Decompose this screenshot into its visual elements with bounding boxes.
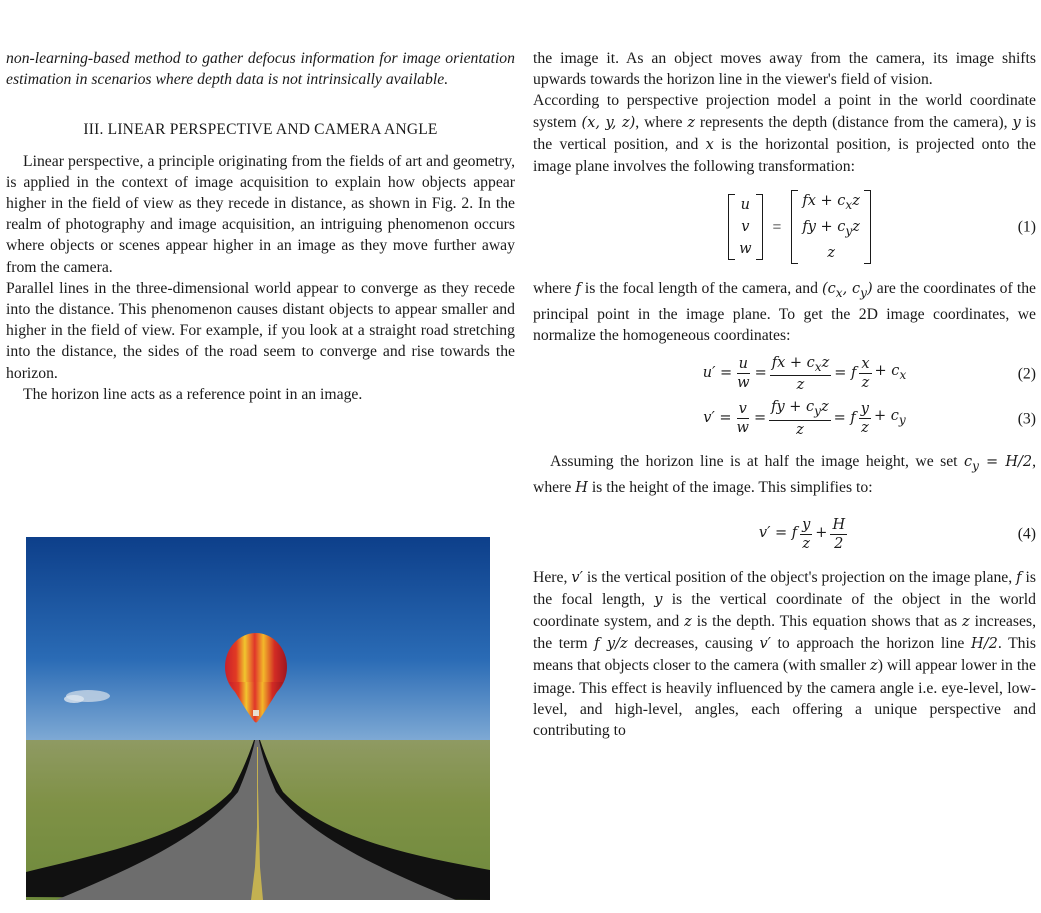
page-header-cutoff [0,0,1041,10]
equation-1-number: (1) [1017,218,1036,236]
right-paragraph-focal-length: where f is the focal length of the camera, and ($c_x$, $c_y$) are the coordinates of the principal point in the image plane. To get the 2D image coordinates, we normalize the homogeneous coordinates: [533,280,1037,345]
equation-4-number: (4) [1017,525,1036,543]
equation-4: v′ = f $\frac{y}{z}$ + $\frac{H}{2}$ (4) [758,516,1036,552]
left-paragraph-intro: non-learning-based method to gather defocus information for image orientation estimation in scenarios where depth data is not intrinsically available. [6,50,515,89]
left-column [6,48,515,405]
right-paragraph-horizon-assumption: Assuming the horizon line is at half the image height, we set $c_y = H/2$, where H is the height of the image. This simplifies to: [533,453,1037,497]
left-paragraph-horizon: The horizon line acts as a reference point in an image. [23,385,363,403]
balloon-road-illustration [26,537,490,900]
equation-1: u v w = fx + $c_xz$ fy + $c_yz$ z (1) [533,190,1036,264]
right-paragraph-continuation: the image it. As an object moves away from the camera, its image shifts upwards towards the horizon line in the viewer's field of vision. [533,50,1036,89]
left-paragraph-linear-perspective: Linear perspective, a principle originating from the fields of art and geometry, is applied in the context of image acquisition to explain how objects appear higher in the field of view as they recede in distance, as shown in Fig. 2. In the realm of photography and image acquisition, an intriguing phenomenon occurs where objects or scenes appear higher in an image as they move further away from the camera. [6,152,515,276]
equation-3-number: (3) [1017,410,1036,428]
section-heading: III. LINEAR PERSPECTIVE AND CAMERA ANGLE [83,121,438,139]
right-paragraph-explanation: Here, v′ is the vertical position of the object's projection on the image plane, f is the focal length, y is the vertical coordinate of the object in the world coordinate system, and z is the depth. This equation shows that as z increases, the term f y/z decreases, causing v′ to approach the horizon line H/2. This means that objects closer to the camera (with smaller z) will appear lower in the image. This effect is heavily influenced by the camera angle i.e. eye-level, low-level, and high-level, angles, each offering a unique perspective and contributing to [533,568,1037,739]
equation-2: u′ = $\frac{u}{w}$ = $\frac{fx + c_xz}{z}$ = f $\frac{x}{z}$ + $c_x$ (2) [702,354,1036,394]
left-paragraph-parallel-lines: Parallel lines in the three-dimensional world appear to converge as they recede into the distance. This phenomenon causes distant objects to appear smaller and higher in the field of view. For example, if you look at a straight road stretching into the distance, the sides of the road seem to converge and rise towards the horizon. [6,279,515,382]
right-column [533,48,1036,741]
equation-3: v′ = $\frac{v}{w}$ = $\frac{fy + c_yz}{z}$ = f $\frac{y}{z}$ + $c_y$ (3) [703,399,1036,439]
equation-2-number: (2) [1017,365,1036,383]
right-paragraph-projection-model: According to perspective projection model a point in the world coordinate system (x, y, z), where z represents the depth (distance from the camera), y is the vertical position, and x is the horizontal position, is projected onto the image plane involves the following transformation: [533,92,1036,176]
figure-balloon-road [26,537,490,900]
